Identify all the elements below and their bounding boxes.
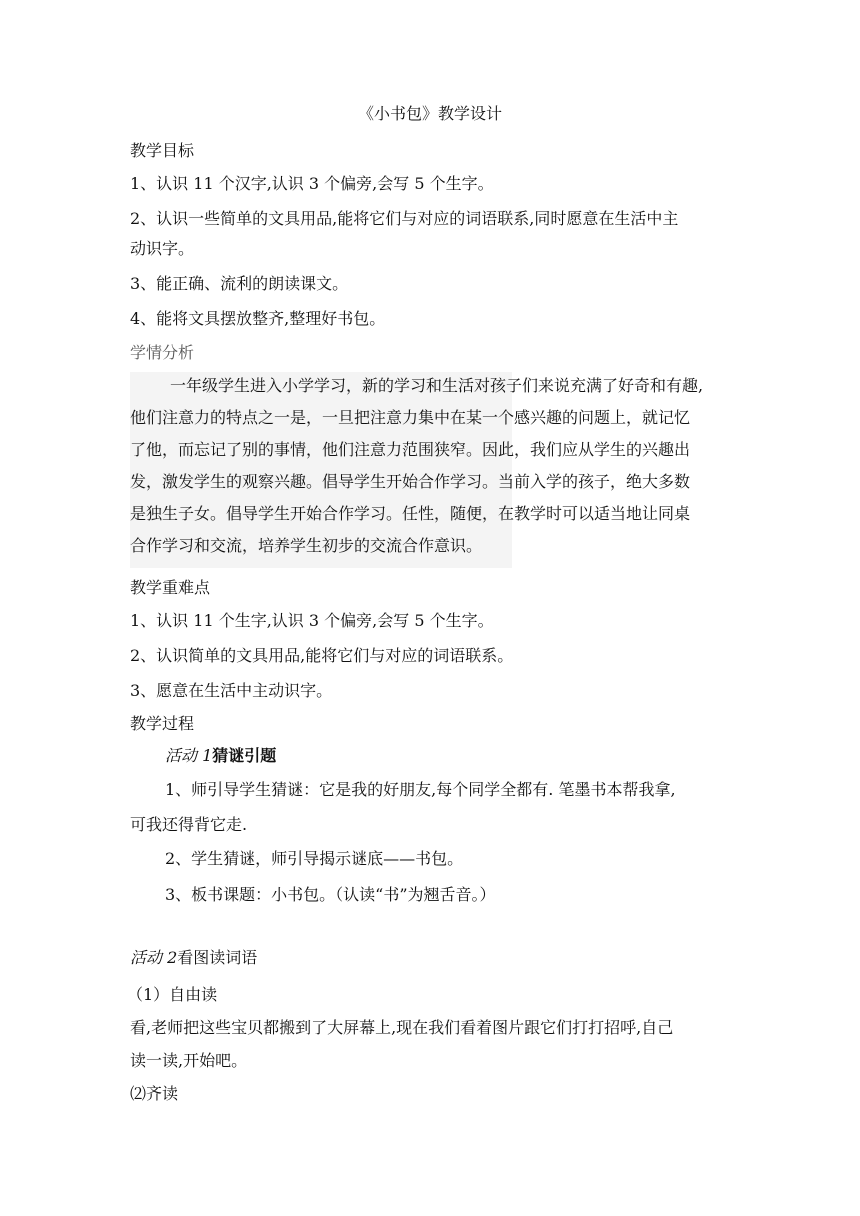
objective-item-3: 3、能正确、流利的朗读课文。 bbox=[130, 274, 349, 293]
analysis-line-4: 发，激发学生的观察兴趣。倡导学生开始合作学习。当前入学的孩子，绝大多数 bbox=[130, 472, 691, 491]
analysis-line-5: 是独生子女。倡导学生开始合作学习。任性，随便，在教学时可以适当地让同桌 bbox=[130, 504, 691, 523]
process-heading: 教学过程 bbox=[130, 714, 195, 733]
analysis-line-6: 合作学习和交流，培养学生初步的交流合作意识。 bbox=[130, 536, 483, 555]
difficulty-item-1: 1、认识 11 个生字,认识 3 个偏旁,会写 5 个生字。 bbox=[130, 611, 494, 630]
analysis-line-1: 一年级学生进入小学学习，新的学习和生活对孩子们来说充满了好奇和有趣, bbox=[170, 376, 704, 395]
analysis-heading: 学情分析 bbox=[130, 343, 195, 362]
activity-2-line-1: （1）自由读 bbox=[127, 985, 218, 1004]
analysis-line-2: 他们注意力的特点之一是，一旦把注意力集中在某一个感兴趣的问题上，就记忆 bbox=[130, 408, 691, 427]
activity-2-line-2: 看,老师把这些宝贝都搬到了大屏幕上,现在我们看着图片跟它们打打招呼,自己 bbox=[130, 1018, 674, 1037]
objective-item-2: 2、认识一些简单的文具用品,能将它们与对应的词语联系,同时愿意在生活中主 bbox=[130, 209, 679, 228]
activity-1-heading bbox=[165, 745, 276, 767]
activity-2-title: 看图读词语 bbox=[177, 948, 258, 967]
activity-1-line-2: 可我还得背它走. bbox=[130, 815, 248, 834]
activity-1-line-1: 1、师引导学生猜谜：它是我的好朋友,每个同学全都有. 笔墨书本帮我拿, bbox=[165, 780, 676, 799]
activity-2-line-4: ⑵齐读 bbox=[130, 1084, 179, 1103]
activity-1-line-3: 2、学生猜谜，师引导揭示谜底——书包。 bbox=[165, 849, 464, 868]
activity-1-label: 活动 1 bbox=[165, 746, 213, 765]
difficulty-item-3: 3、愿意在生活中主动识字。 bbox=[130, 681, 333, 700]
difficulty-item-2: 2、认识简单的文具用品,能将它们与对应的词语联系。 bbox=[130, 646, 514, 665]
objectives-heading: 教学目标 bbox=[130, 141, 195, 160]
activity-1-line-4: 3、板书课题：小书包。（认读“书”为翘舌音。） bbox=[165, 885, 496, 904]
analysis-line-3: 了他，而忘记了别的事情，他们注意力范围狭窄。因此，我们应从学生的兴趣出 bbox=[130, 440, 691, 459]
difficulties-heading: 教学重难点 bbox=[130, 578, 211, 597]
document-title: 《小书包》教学设计 bbox=[357, 104, 502, 123]
activity-2-label: 活动 2 bbox=[130, 948, 178, 967]
activity-2-line-3: 读一读,开始吧。 bbox=[130, 1051, 248, 1070]
activity-1-title: 猜谜引题 bbox=[212, 746, 277, 765]
objective-item-1: 1、认识 11 个汉字,认识 3 个偏旁,会写 5 个生字。 bbox=[130, 174, 494, 193]
objective-item-2-cont: 动识字。 bbox=[130, 239, 195, 258]
objective-item-4: 4、能将文具摆放整齐,整理好书包。 bbox=[130, 309, 386, 328]
activity-2-heading bbox=[130, 947, 257, 969]
